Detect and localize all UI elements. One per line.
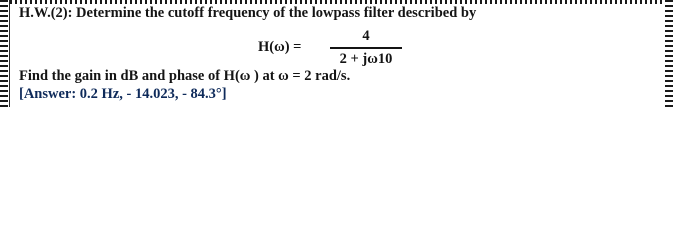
task-text: Find the gain in dB and phase of H(ω ) at ω = 2 rad/s. [19,68,351,84]
fraction-denominator: 2 + jω10 [339,50,393,67]
left-decorative-border [0,0,8,107]
homework-title: H.W.(2): Determine the cutoff frequency of the lowpass filter described by [19,5,477,21]
top-decorative-border [10,0,665,4]
transfer-function-fraction [330,27,402,68]
fraction-bar [330,47,402,49]
fraction-numerator: 4 [362,28,370,44]
answer-text: [Answer: 0.2 Hz, - 14.023, - 84.3°] [19,86,227,102]
right-decorative-border [665,0,673,107]
left-border-rule [9,0,10,107]
transfer-function-lhs: H(ω) = [258,39,302,55]
